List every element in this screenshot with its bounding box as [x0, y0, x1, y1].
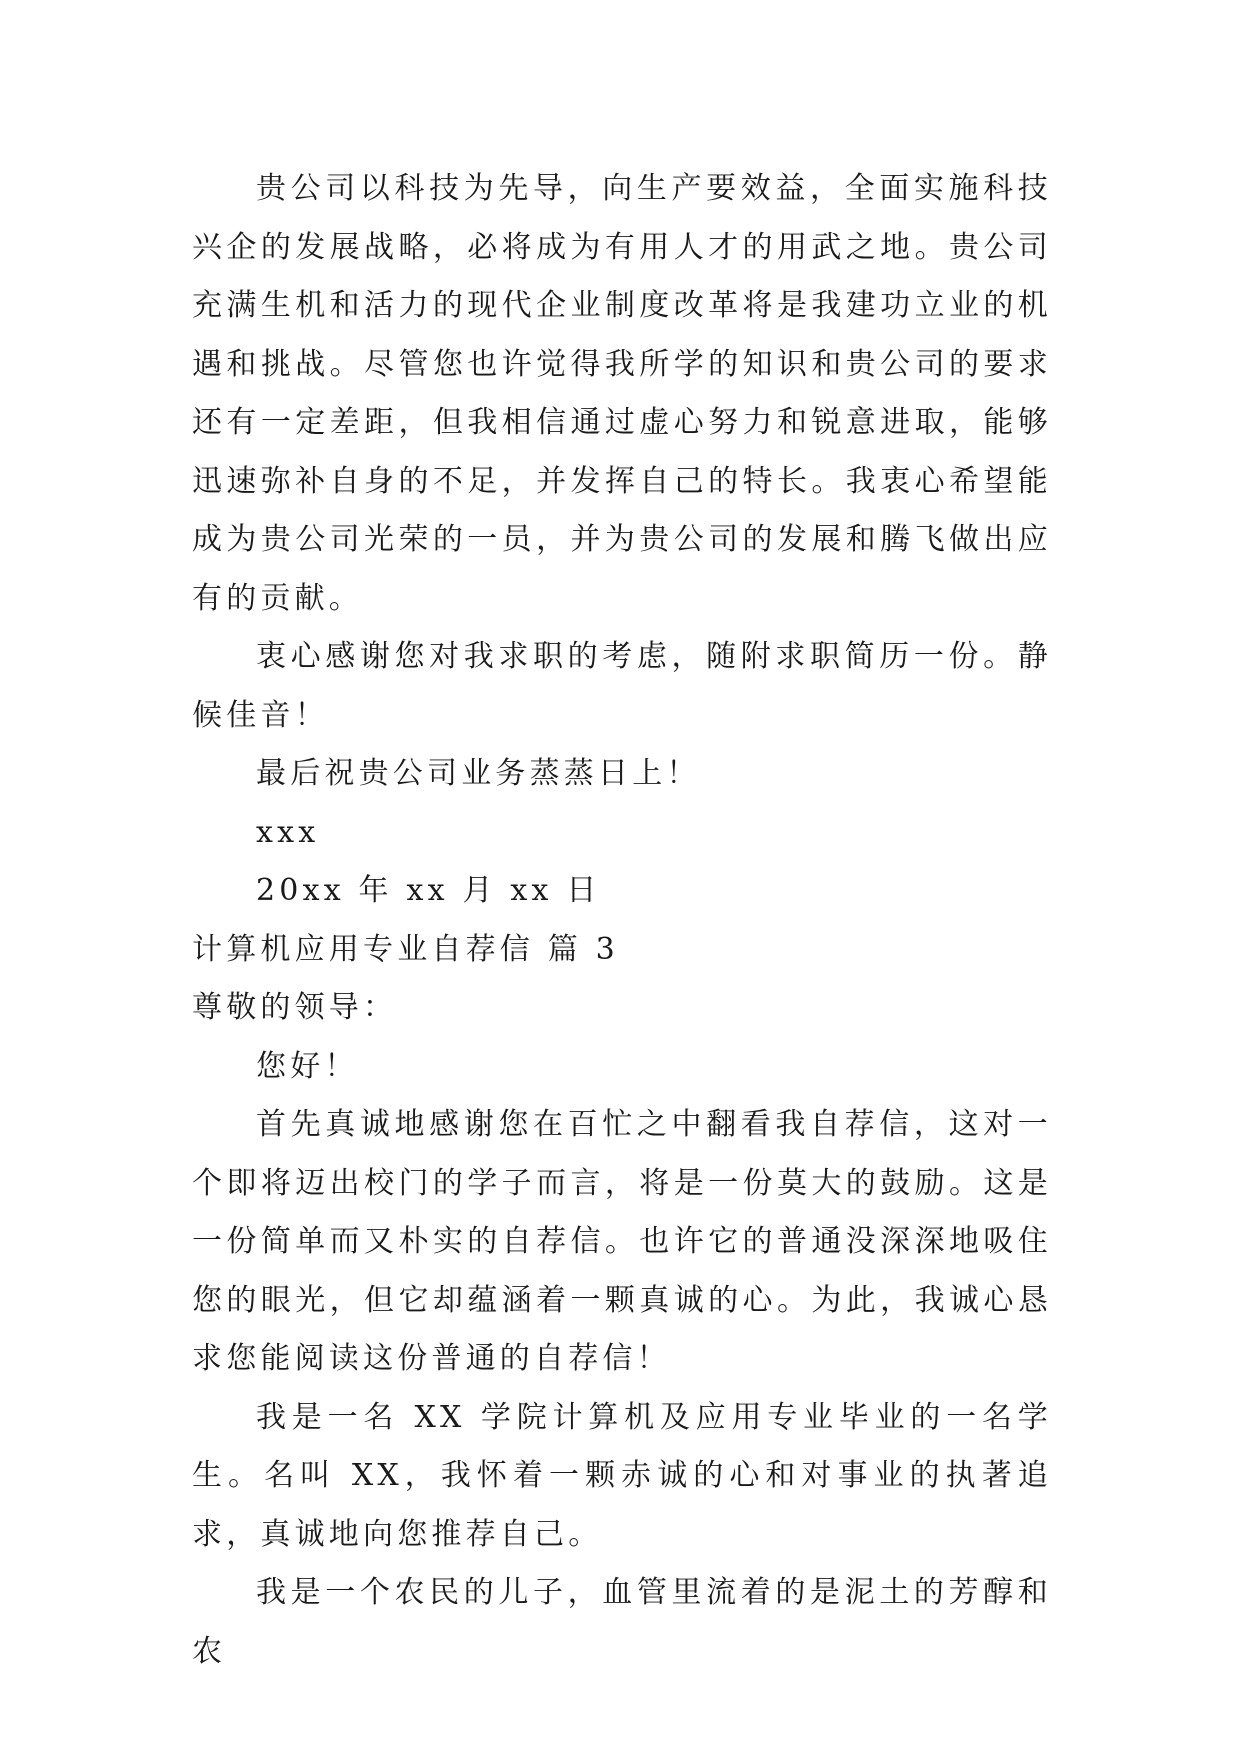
paragraph-company-vision: 贵公司以科技为先导，向生产要效益，全面实施科技兴企的发展战略，必将成为有用人才的用武之地。贵公司充满生机和活力的现代企业制度改革将是我建功立业的机遇和挑战。尽管您也许觉得我所学的知识和贵公司的要求还有一定差距，但我相信通过虚心努力和锐意进取，能够迅速弥补自身的不足，并发挥自己的特长。我衷心希望能成为贵公司光荣的一员，并为贵公司的发展和腾飞做出应有的贡献。: [192, 171, 1052, 616]
document-body: [192, 160, 1052, 1681]
signature: xxx: [256, 814, 320, 850]
paragraph-background: 我是一个农民的儿子，血管里流着的是泥土的芳醇和农: [192, 1575, 1052, 1669]
salutation: 尊敬的领导：: [192, 990, 398, 1025]
paragraph-thanks: 衷心感谢您对我求职的考虑，随附求职简历一份。静候佳音！: [192, 639, 1052, 733]
paragraph-introduction: 首先真诚地感谢您在百忙之中翻看我自荐信，这对一个即将迈出校门的学子而言，将是一份莫大的鼓励。这是一份简单而又朴实的自荐信。也许它的普通没深深地吸住您的眼光，但它却蕴涵着一颗真诚的心。为此，我诚心恳求您能阅读这份普通的自荐信！: [192, 1107, 1052, 1376]
paragraph-self-intro: 我是一名 XX 学院计算机及应用专业毕业的一名学生。名叫 XX，我怀着一颗赤诚的心和对事业的执著追求，真诚地向您推荐自己。: [192, 1399, 1052, 1552]
paragraph-closing-wish: 最后祝贵公司业务蒸蒸日上！: [256, 756, 701, 791]
section-title: 计算机应用专业自荐信 篇 3: [192, 931, 619, 967]
date-line: 20xx 年 xx 月 xx 日: [256, 873, 601, 908]
greeting: 您好！: [256, 1048, 359, 1084]
